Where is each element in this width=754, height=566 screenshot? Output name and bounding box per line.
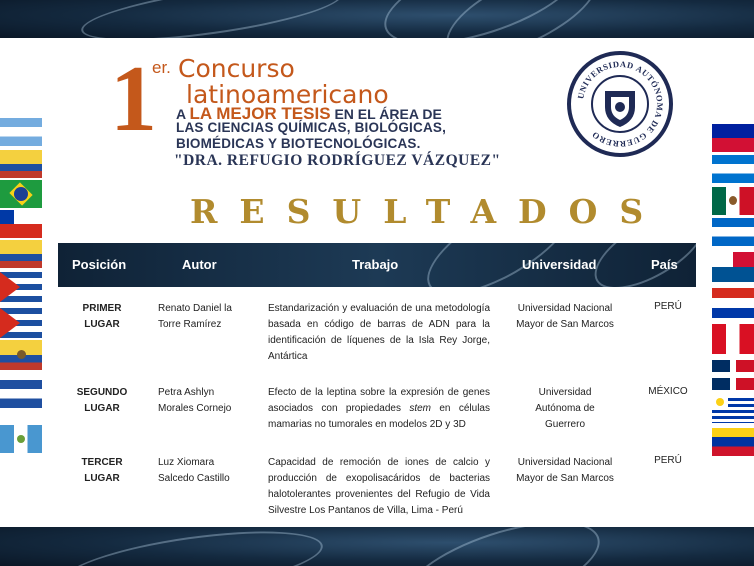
honoree-name: "DRA. REFUGIO RODRÍGUEZ VÁZQUEZ" [174, 152, 501, 169]
dna-helix-decoration [58, 527, 327, 566]
flag-peru-icon [712, 324, 754, 354]
flag-colombia-icon [0, 150, 42, 178]
flag-dominican-republic-icon [712, 360, 754, 390]
title-line-2: latinoamericano [186, 80, 389, 109]
university-line: Mayor de San Marcos [516, 319, 614, 330]
flag-nicaragua-icon [712, 218, 754, 246]
work-cell [268, 385, 490, 433]
title-line-1: Concurso [178, 54, 295, 83]
ordinal-number: 1 [110, 47, 157, 151]
university-line: Universidad Nacional [517, 457, 613, 468]
flag-el-salvador-icon [0, 380, 42, 408]
flag-puerto-rico-icon [0, 308, 42, 338]
line3-highlight: LA MEJOR TESIS [189, 104, 331, 123]
flag-paraguay-icon [712, 288, 754, 318]
position-line: SEGUNDO [76, 387, 128, 398]
dna-helix-decoration [583, 243, 696, 287]
flag-honduras-icon [712, 155, 754, 183]
work-text: en células mamarias no tumorales en modelos 2D y 3D [268, 403, 490, 430]
position-line: LUGAR [84, 403, 120, 414]
university-cell [506, 385, 624, 433]
work-text-italic: stem [409, 403, 431, 414]
column-header-trabajo: Trabajo [352, 257, 399, 272]
column-header-autor: Autor [182, 257, 217, 272]
dna-helix-decoration [394, 527, 611, 566]
title-line-5: BIOMÉDICAS Y BIOTECNOLÓGICAS. [176, 136, 421, 151]
author-cell [158, 385, 258, 417]
work-cell: Estandarización y evaluación de una metodología basada en código de barras de ADN para la identificación de líquenes de la Isla Rey Jorge, Antártica [268, 303, 490, 362]
flag-chile-icon [0, 210, 42, 238]
position-line: LUGAR [84, 319, 120, 330]
flag-guatemala-icon [0, 425, 42, 453]
line3-prefix: A [176, 106, 186, 122]
flag-panama-icon [712, 252, 754, 282]
flag-mexico-icon [712, 187, 754, 215]
flag-cuba-icon [0, 272, 42, 302]
country-cell: PERÚ [654, 455, 682, 466]
author-cell [158, 455, 258, 487]
flag-argentina-icon [0, 118, 42, 146]
flag-uruguay-icon [712, 395, 754, 423]
seal-text: UNIVERSIDAD AUTÓNOMA DE GUERRERO [575, 58, 666, 150]
work-text: Efecto de la leptina sobre la expresión de genes asociados con propiedades [268, 387, 490, 414]
university-line: Universidad Nacional [517, 303, 613, 314]
table-header [58, 243, 696, 287]
flag-venezuela-icon [0, 240, 42, 268]
university-line: Mayor de San Marcos [516, 473, 614, 484]
position-line: LUGAR [84, 473, 120, 484]
position-cell [65, 301, 139, 333]
column-header-posicion: Posición [72, 257, 127, 272]
country-cell: PERÚ [654, 301, 682, 312]
top-dna-banner [0, 0, 754, 38]
author-line: Morales Cornejo [158, 403, 232, 414]
dna-helix-decoration [78, 0, 346, 38]
author-line: Salcedo Castillo [158, 473, 230, 484]
country-cell: MÉXICO [648, 386, 688, 397]
work-cell: Capacidad de remoción de iones de calcio y producción de exopolisacáridos de bacterias halotolerantes provenientes del Refugio de Vida Silvestre Los Pantanos de Villa, Lima - Perú [268, 457, 490, 516]
column-header-universidad: Universidad [522, 257, 597, 272]
university-line: Autónoma de [535, 403, 595, 414]
university-line: Guerrero [544, 419, 585, 430]
results-title: RESULTADOS [190, 192, 666, 231]
university-cell [506, 455, 624, 487]
position-line: TERCER [81, 457, 123, 468]
position-cell [65, 385, 139, 417]
flag-venezuela-icon [712, 428, 754, 456]
position-line: PRIMER [82, 303, 122, 314]
author-line: Luz Xiomara [158, 457, 215, 468]
university-line: Universidad [538, 387, 592, 398]
column-header-pais: País [651, 257, 678, 272]
university-seal-logo [567, 51, 673, 157]
author-cell [158, 301, 258, 333]
author-line: Renato Daniel la [158, 303, 232, 314]
title-line-4: LAS CIENCIAS QUÍMICAS, BIOLÓGICAS, [176, 120, 447, 135]
bottom-dna-banner [0, 527, 754, 566]
position-cell [65, 455, 139, 487]
author-line: Petra Ashlyn [158, 387, 215, 398]
flag-brazil-icon [0, 180, 42, 208]
flag-haiti-icon [712, 124, 754, 152]
author-line: Torre Ramírez [158, 319, 222, 330]
university-cell [506, 301, 624, 333]
line3-suffix: EN EL ÁREA DE [334, 106, 442, 122]
ordinal-suffix: er. [152, 58, 171, 77]
flag-ecuador-icon [0, 340, 42, 370]
